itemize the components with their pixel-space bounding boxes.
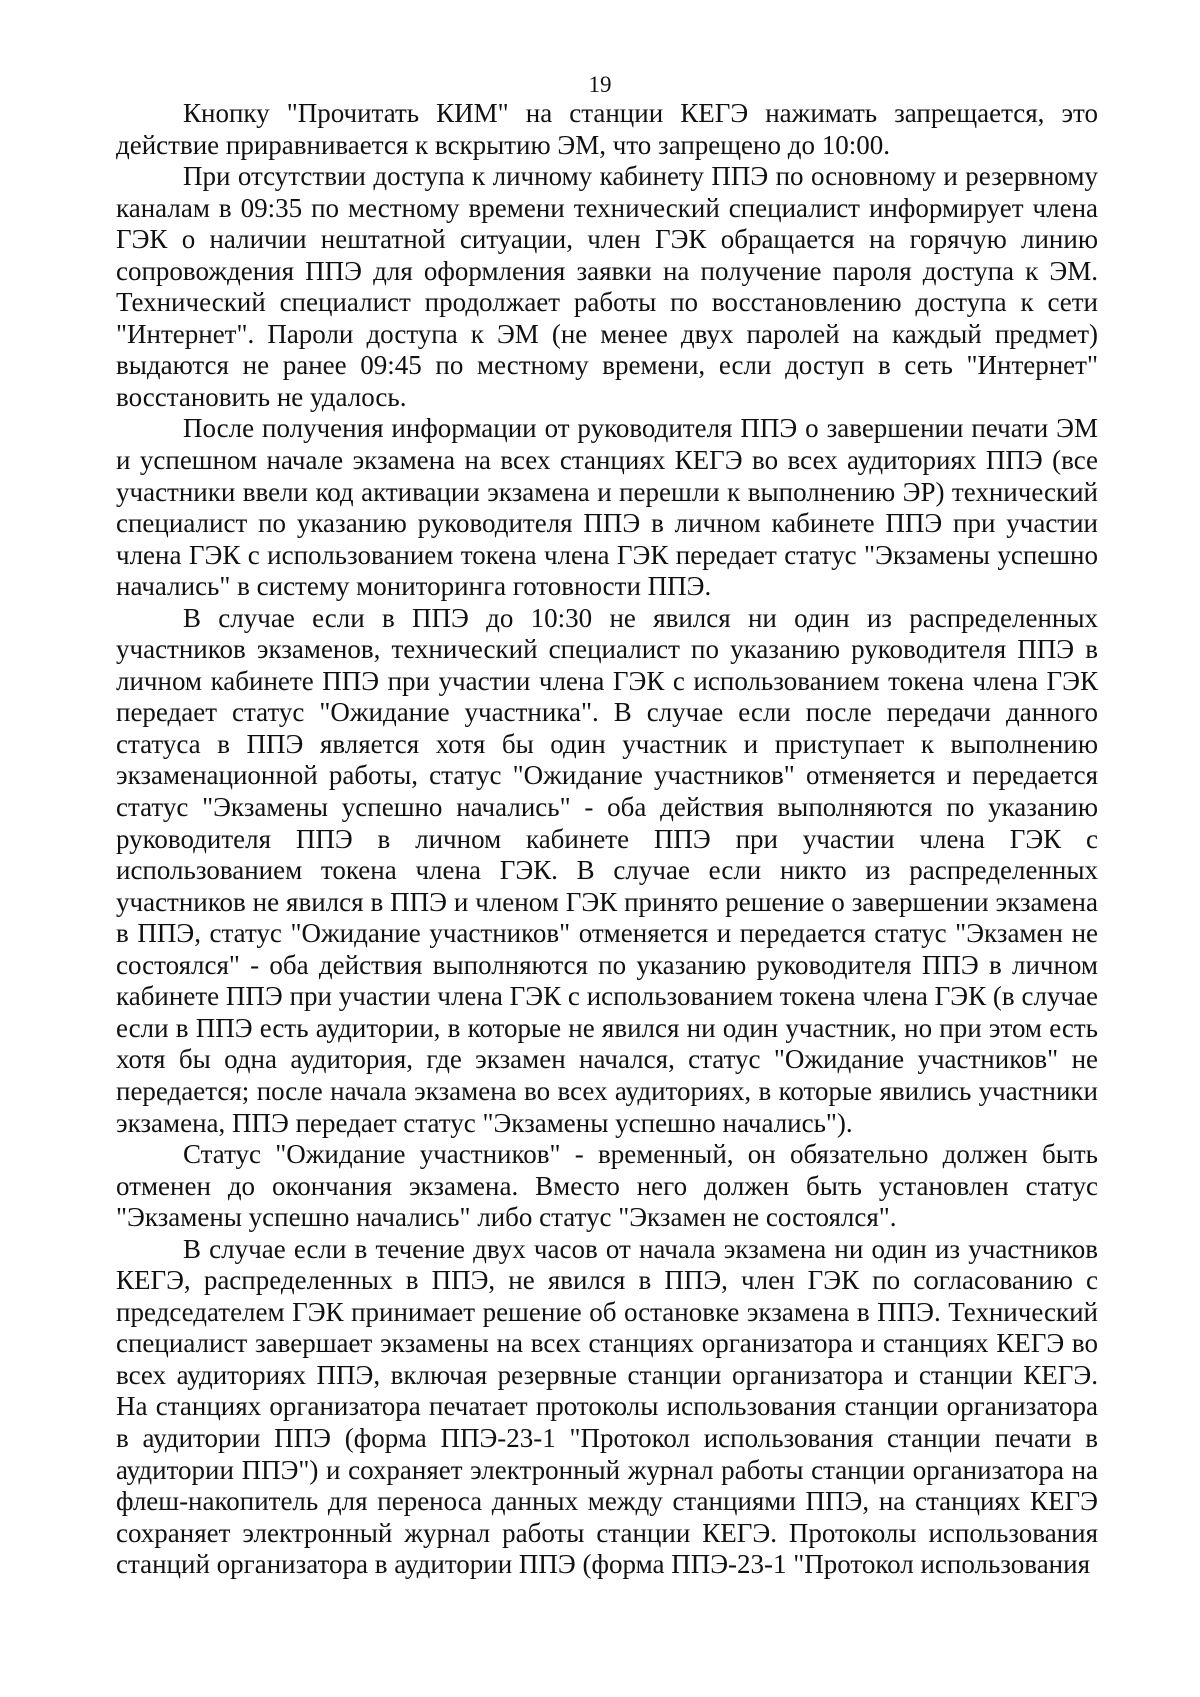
- paragraph: После получения информации от руководителя ППЭ о завершении печати ЭМ и успешном начале экзамена на всех станциях КЕГЭ во всех аудиториях ППЭ (все участники ввели код активации экзамена и перешли к выполнению ЭР) технический специалист по указанию руководителя ППЭ в личном кабинете ППЭ при участии члена ГЭК с использованием токена члена ГЭК передает статус "Экзамены успешно начались" в систему мониторинга готовности ППЭ.: [116, 413, 1098, 602]
- page-number: 19: [588, 72, 612, 97]
- paragraph: Статус "Ожидание участников" - временный, он обязательно должен быть отменен до окончания экзамена. Вместо него должен быть установлен статус "Экзамены успешно начались" либо статус "Экзамен не состоялся".: [116, 1139, 1098, 1233]
- paragraph: В случае если в течение двух часов от начала экзамена ни один из участников КЕГЭ, распределенных в ППЭ, не явился в ППЭ, член ГЭК по согласованию с председателем ГЭК принимает решение об остановке экзамена в ППЭ. Технический специалист завершает экзамены на всех станциях организатора и станциях КЕГЭ во всех аудиториях ППЭ, включая резервные станции организатора и станции КЕГЭ. На станциях организатора печатает протоколы использования станции организатора в аудитории ППЭ (форма ППЭ-23-1 "Протокол использования станции печати в аудитории ППЭ") и сохраняет электронный журнал работы станции организатора на флеш-накопитель для переноса данных между станциями ППЭ, на станциях КЕГЭ сохраняет электронный журнал работы станции КЕГЭ. Протоколы использования станций организатора в аудитории ППЭ (форма ППЭ-23-1 "Протокол использования: [116, 1233, 1098, 1580]
- paragraph: При отсутствии доступа к личному кабинету ППЭ по основному и резервному каналам в 09:35 по местному времени технический специалист информирует члена ГЭК о наличии нештатной ситуации, член ГЭК обращается на горячую линию сопровождения ППЭ для оформления заявки на получение пароля доступа к ЭМ. Технический специалист продолжает работы по восстановлению доступа к сети "Интернет". Пароли доступа к ЭМ (не менее двух паролей на каждый предмет) выдаются не ранее 09:45 по местному времени, если доступ в сеть "Интернет" восстановить не удалось.: [116, 161, 1098, 412]
- paragraph: В случае если в ППЭ до 10:30 не явился ни один из распределенных участников экзаменов, технический специалист по указанию руководителя ППЭ в личном кабинете ППЭ при участии члена ГЭК с использованием токена члена ГЭК передает статус "Ожидание участника". В случае если после передачи данного статуса в ППЭ является хотя бы один участник и приступает к выполнению экзаменационной работы, статус "Ожидание участников" отменяется и передается статус "Экзамены успешно начались" - оба действия выполняются по указанию руководителя ППЭ в личном кабинете ППЭ при участии члена ГЭК с использованием токена члена ГЭК. В случае если никто из распределенных участников не явился в ППЭ и членом ГЭК принято решение о завершении экзамена в ППЭ, статус "Ожидание участников" отменяется и передается статус "Экзамен не состоялся" - оба действия выполняются по указанию руководителя ППЭ в личном кабинете ППЭ при участии члена ГЭК с использованием токена члена ГЭК (в случае если в ППЭ есть аудитории, в которые не явился ни один участник, но при этом есть хотя бы одна аудитория, где экзамен начался, статус "Ожидание участников" не передается; после начала экзамена во всех аудиториях, в которые явились участники экзамена, ППЭ передает статус "Экзамены успешно начались").: [116, 602, 1098, 1138]
- paragraph: Кнопку "Прочитать КИМ" на станции КЕГЭ нажимать запрещается, это действие приравнивается к вскрытию ЭМ, что запрещено до 10:00.: [116, 98, 1098, 160]
- document-body: [116, 98, 1098, 1581]
